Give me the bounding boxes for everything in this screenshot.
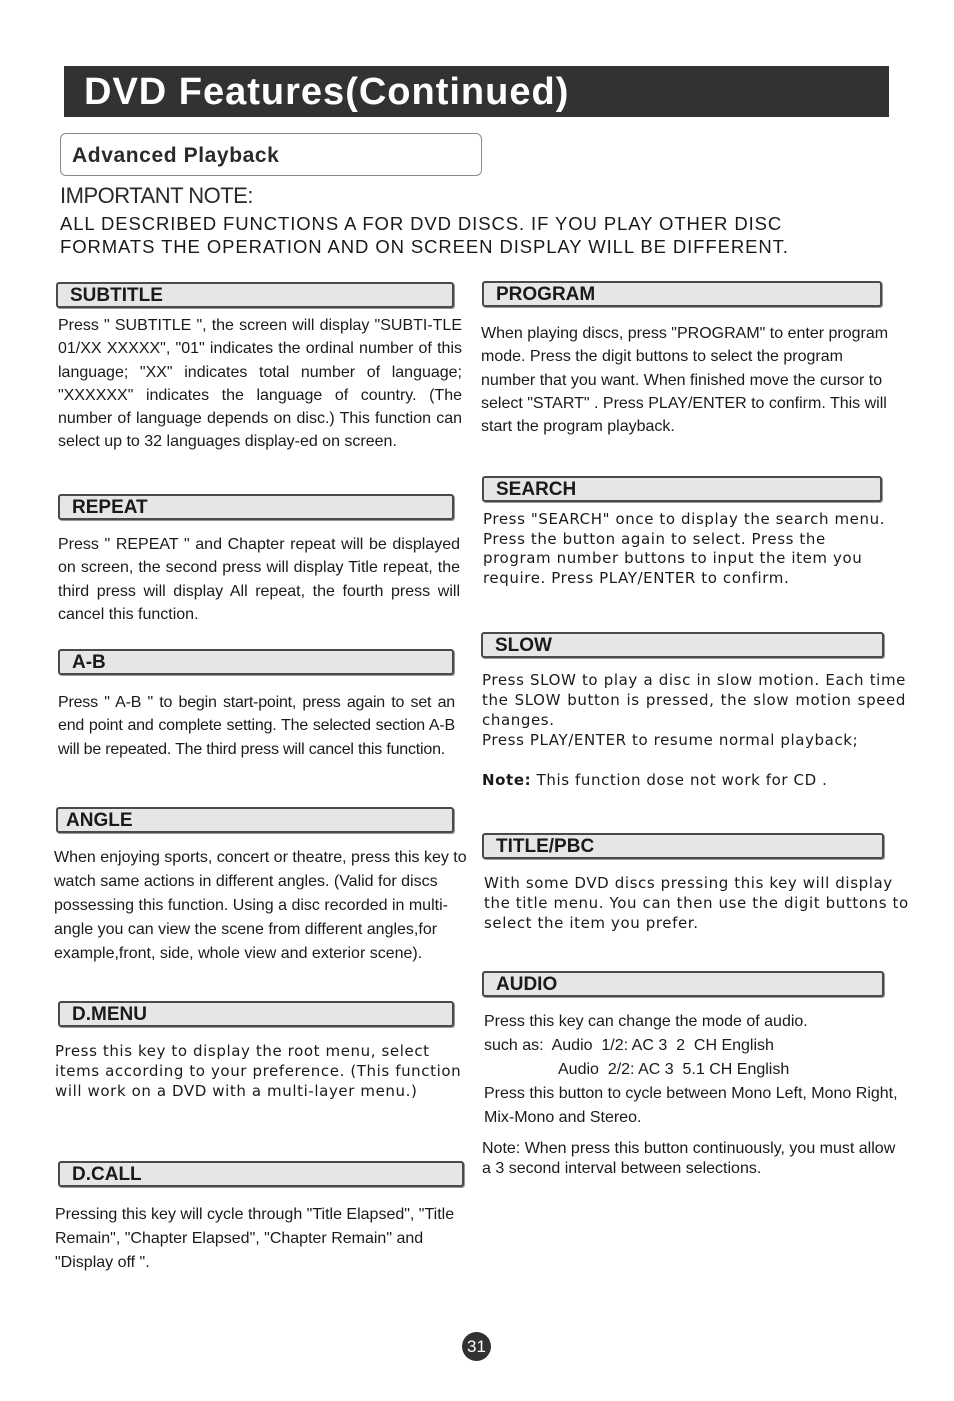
angle-text: When enjoying sports, concert or theatre, press this key to watch same actions in different angles. (Valid for discs possessing this function. Using a disc recorded in multi-angle you can view the scene from different angles,for example,front, side, whole view and exterior scene).	[54, 849, 467, 962]
audio-title: AUDIO	[496, 974, 558, 995]
audio-line2: such as: Audio 1/2: AC 3 2 CH English	[484, 1037, 774, 1054]
slow-text-play: Press PLAY/ENTER to resume normal playback;	[482, 731, 859, 749]
dcall-header	[58, 1161, 464, 1187]
slow-note	[482, 770, 906, 790]
repeat-header	[58, 494, 454, 520]
important-note-heading: IMPORTANT NOTE:	[60, 183, 253, 208]
program-header	[482, 281, 882, 307]
program-title: PROGRAM	[496, 284, 596, 305]
program-text: When playing discs, press "PROGRAM" to enter program mode. Press the digit buttons to select the program number that you want. When finished move the cursor to select "START" . Press PLAY/ENTER to confirm. This will start the program playback.	[481, 325, 889, 436]
slow-note-label: Note:	[482, 771, 532, 789]
titlepbc-text: With some DVD discs pressing this key will display the title menu. You can then use the digit buttons to select the item you prefer.	[484, 874, 909, 932]
ab-title: A-B	[72, 652, 106, 673]
slow-text-main: Press SLOW to play a disc in slow motion. Each time the SLOW button is pressed, the slow motion speed changes.	[482, 671, 906, 729]
slow-header	[481, 632, 884, 658]
audio-line3: Audio 2/2: AC 3 5.1 CH English	[558, 1061, 790, 1078]
repeat-text: Press " REPEAT " and Chapter repeat will be displayed on screen, the second press will display Title repeat, the third press will display All repeat, the fourth press will cancel this function.	[58, 536, 460, 623]
search-text: Press "SEARCH" once to display the search menu. Press the button again to select. Press the program number buttons to input the item you require. Press PLAY/ENTER to confirm.	[483, 510, 886, 587]
subtitle-title: SUBTITLE	[70, 285, 163, 306]
audio-line1: Press this key can change the mode of audio.	[484, 1013, 808, 1030]
important-note-line1: ALL DESCRIBED FUNCTIONS A FOR DVD DISCS. IF YOU PLAY OTHER DISC	[60, 213, 783, 234]
dmenu-text: Press this key to display the root menu, select items according to your preference. (This function will work on a DVD with a multi-layer menu.)	[55, 1042, 462, 1100]
slow-title: SLOW	[495, 635, 552, 656]
ab-header	[58, 649, 454, 675]
audio-note: Note: When press this button continuously, you must allow a 3 second interval between selections.	[482, 1140, 896, 1177]
titlepbc-title: TITLE/PBC	[496, 836, 595, 857]
dcall-title: D.CALL	[72, 1164, 142, 1185]
slow-text	[482, 670, 906, 790]
page-number: 31	[462, 1332, 491, 1361]
angle-title: ANGLE	[66, 810, 133, 831]
titlepbc-header	[482, 833, 884, 859]
dmenu-header	[58, 1001, 454, 1027]
page-title: DVD Features(Continued)	[84, 71, 570, 113]
audio-header	[482, 971, 884, 997]
subtitle-text: Press " SUBTITLE ", the screen will display "SUBTI-TLE 01/XX XXXXX", "01" indicates the ordinal number of this language; "XX" indicates total number of language; "XXXXXX" indicates the language of country. (The number of language depends on disc.) This function can select up to 32 languages display-ed on screen.	[58, 317, 462, 451]
slow-note-text: This function dose not work for CD .	[531, 771, 828, 789]
dcall-text: Pressing this key will cycle through "Title Elapsed", "Title Remain", "Chapter Elapsed", "Chapter Remain" and "Display off ".	[55, 1206, 455, 1271]
subtitle-header	[56, 282, 454, 308]
search-title: SEARCH	[496, 479, 577, 500]
advanced-playback-box	[60, 133, 482, 176]
ab-text: Press " A-B " to begin start-point, press again to set an end point and complete setting. The selected section A-B will be repeated. The third press will cancel this function.	[58, 694, 455, 758]
audio-text	[484, 1010, 904, 1130]
search-header	[482, 476, 882, 502]
important-note-body	[60, 212, 860, 258]
audio-line4: Press this button to cycle between Mono Left, Mono Right, Mix-Mono and Stereo.	[484, 1085, 898, 1126]
repeat-title: REPEAT	[72, 497, 148, 518]
angle-header	[56, 807, 454, 833]
dmenu-title: D.MENU	[72, 1004, 147, 1025]
important-note-line2: FORMATS THE OPERATION AND ON SCREEN DISPLAY WILL BE DIFFERENT.	[60, 236, 789, 257]
title-bar	[64, 66, 889, 117]
advanced-playback-label: Advanced Playback	[72, 144, 280, 167]
